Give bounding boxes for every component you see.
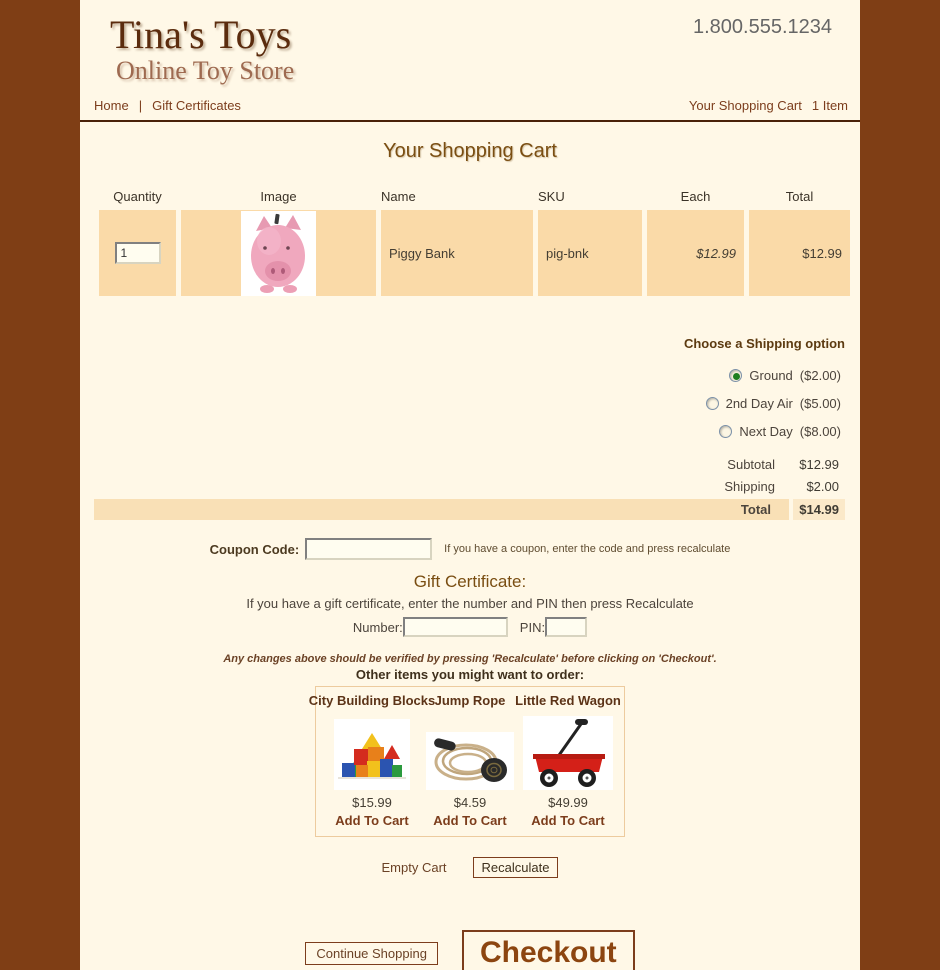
shipping-option-next-day[interactable] — [80, 417, 845, 445]
product-price: $15.99 — [352, 795, 392, 810]
gift-certificate-heading: Gift Certificate: — [413, 572, 527, 591]
shipping-heading: Choose a Shipping option — [683, 336, 845, 351]
page-container — [80, 0, 860, 970]
product-city-building-blocks — [308, 693, 436, 828]
checkout-button[interactable]: Checkout — [462, 930, 635, 970]
nav-bar — [80, 98, 860, 122]
product-name-link[interactable]: City Building Blocks — [308, 693, 436, 708]
column-header-image: Image — [260, 189, 297, 204]
coupon-input[interactable] — [305, 538, 432, 560]
jump-rope-image[interactable] — [426, 712, 514, 790]
store-logo-subtitle: Online Toy Store — [116, 56, 295, 85]
shipping-value: $2.00 — [806, 478, 839, 494]
store-logo-title: Tina's Toys — [110, 12, 292, 57]
add-to-cart-link[interactable]: Add To Cart — [433, 813, 507, 828]
gift-number-input[interactable] — [403, 617, 508, 637]
recalculate-warning: Any changes above should be verified by pressing 'Recalculate' before clicking on 'Checkout'. — [223, 653, 717, 665]
empty-cart-link[interactable]: Empty Cart — [381, 860, 447, 875]
subtotal-value: $12.99 — [799, 456, 839, 472]
coupon-label: Coupon Code: — [209, 541, 300, 557]
red-wagon-image[interactable] — [523, 712, 613, 790]
total-row — [94, 499, 845, 520]
gift-pin-input[interactable] — [545, 617, 587, 637]
shipping-option-price: ($8.00) — [799, 423, 841, 439]
total-label: Total — [740, 502, 771, 517]
total-value: $14.99 — [789, 499, 845, 520]
cart-item-count: 1 Item — [811, 98, 848, 113]
shipping-option-label[interactable]: 2nd Day Air — [725, 395, 793, 411]
add-to-cart-link[interactable]: Add To Cart — [335, 813, 409, 828]
page-title: Your Shopping Cart — [383, 140, 557, 162]
coupon-section — [80, 538, 860, 560]
add-to-cart-link[interactable]: Add To Cart — [531, 813, 605, 828]
item-name: Piggy Bank — [381, 210, 533, 296]
shipping-label: Shipping — [724, 478, 775, 494]
piggy-bank-image — [241, 211, 316, 296]
cart-actions — [80, 857, 860, 878]
product-jump-rope — [422, 693, 518, 828]
quantity-input[interactable] — [115, 242, 161, 264]
gift-certificate-form — [80, 617, 860, 637]
shipping-option-2nd-day-air[interactable] — [80, 389, 845, 417]
product-name-link[interactable]: Jump Rope — [434, 693, 506, 708]
column-header-sku: SKU — [538, 189, 565, 204]
gift-pin-label: PIN: — [519, 619, 546, 635]
item-each-price: $12.99 — [647, 210, 744, 296]
phone-number: 1.800.555.1234 — [692, 16, 832, 38]
suggested-products — [308, 686, 625, 837]
building-blocks-image[interactable] — [334, 712, 410, 790]
continue-shopping-button[interactable]: Continue Shopping — [305, 942, 438, 965]
shipping-option-label[interactable]: Ground — [749, 367, 793, 383]
gift-certificate-instructions: If you have a gift certificate, enter the number and PIN then press Recalculate — [246, 596, 694, 611]
nav-separator: | — [138, 98, 143, 113]
other-items-heading: Other items you might want to order: — [355, 667, 585, 682]
shipping-options — [80, 336, 845, 445]
nav-link-shopping-cart[interactable]: Your Shopping Cart — [688, 98, 802, 113]
nav-link-home[interactable]: Home — [94, 98, 129, 113]
product-name-link[interactable]: Little Red Wagon — [515, 693, 621, 708]
nav-link-gift-certificates[interactable]: Gift Certificates — [152, 98, 241, 113]
shipping-option-label[interactable]: Next Day — [739, 423, 793, 439]
totals-section — [94, 453, 845, 520]
product-price: $49.99 — [548, 795, 588, 810]
column-header-quantity: Quantity — [113, 189, 162, 204]
product-little-red-wagon — [515, 693, 621, 828]
recalculate-button[interactable]: Recalculate — [473, 857, 559, 878]
coupon-hint: If you have a coupon, enter the code and press recalculate — [444, 543, 731, 555]
item-sku: pig-bnk — [538, 210, 642, 296]
cart-header-row — [99, 187, 850, 206]
shipping-option-ground[interactable] — [80, 361, 845, 389]
column-header-name: Name — [381, 189, 416, 204]
checkout-actions — [80, 930, 860, 970]
gift-number-label: Number: — [352, 619, 403, 635]
header — [80, 0, 860, 86]
item-total-price: $12.99 — [749, 210, 850, 296]
shipping-option-price: ($2.00) — [799, 367, 841, 383]
cart-table — [94, 183, 855, 300]
product-price: $4.59 — [453, 795, 487, 810]
radio-button-ground[interactable] — [729, 369, 742, 382]
subtotal-label: Subtotal — [727, 456, 775, 472]
cart-item-row — [99, 210, 850, 296]
column-header-each: Each — [680, 189, 711, 204]
radio-button-2nd-day-air[interactable] — [706, 397, 719, 410]
shipping-option-price: ($5.00) — [799, 395, 841, 411]
column-header-total: Total — [785, 189, 814, 204]
radio-button-next-day[interactable] — [719, 425, 732, 438]
